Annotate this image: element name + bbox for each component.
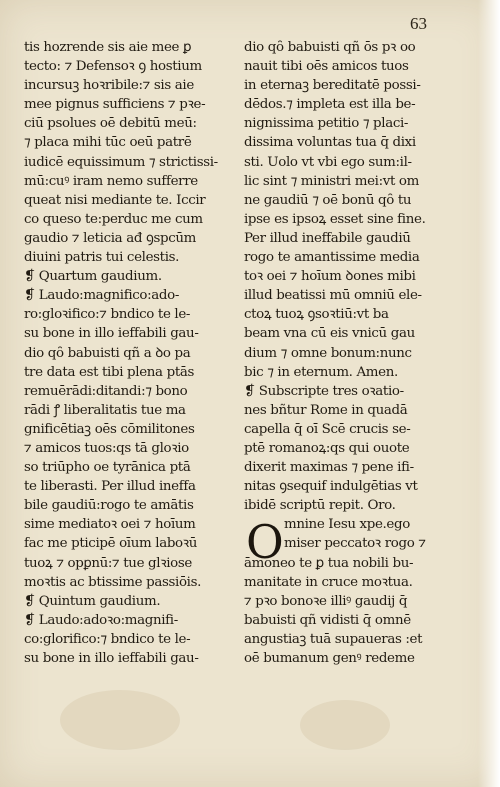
text-line: rādi ꝭ liberalitatis tue ma [24,402,186,418]
text-line: ciū psolues oē debitū meū: [24,116,197,132]
text-line: queat nisi mediante te. Iccir [24,192,206,208]
text-line: ⁊ pꝛo bonoꝛe illiꝰ gaudij q̄ [244,593,408,609]
left-column [24,38,232,668]
text-line: ro:gloꝛifico:⁊ bndico te le- [24,307,191,323]
text-line: ❡ Quintum gaudium. [24,593,161,609]
text-line: co:glorifico:⁊ bndico te le- [24,631,191,647]
text-line: moꝛtis ac btissime passiōis. [24,574,202,590]
text-line: miser peccatoꝛ rogo ⁊ [284,536,426,552]
paper-stain [60,690,180,750]
text-line: āmoneo te ꝑ tua nobili bu- [244,555,414,571]
text-line: gnificētiaꝫ oēs cōmilitones [24,421,195,437]
text-line: tis hozrende sis aie mee ꝑ [24,40,192,55]
text-line: sime mediatoꝛ oei ⁊ hoīum [24,517,196,533]
text-line: su bone in illo ieffabili gau- [24,651,199,666]
text-line: tuoꝝ ⁊ opꝑnū:⁊ tue glꝛiose [24,555,192,571]
text-line: mee pignus sufficiens ⁊ pꝛe- [24,97,206,113]
text-line: dēdos.⁊ impleta est illa be- [244,97,416,113]
page-number: 63 [410,14,427,33]
text-line: oē bumanum genꝰ redeme [244,651,415,666]
text-line: ne gaudiū ⁊ oē bonū qȏ tu [244,192,412,208]
text-line: sti. Uolo vt vbi ego sum:il- [244,154,412,170]
text-line: manitate in cruce moꝛtua. [244,574,413,590]
text-line: ipse es ipsoꝝ esset sine fine. [244,211,426,227]
text-line: mnine Iesu xpe.ego [284,517,410,533]
text-line: iudicē equissimum ⁊ strictissi- [24,154,218,170]
text-line: fac me pticipē oīum laboꝛū [24,536,198,552]
text-line: ❡ Laudo:magnifico:ado- [24,288,180,304]
text-line: bile gaudiū:rogo te amātis [24,498,194,514]
text-line: ❡ Subscripte tres oꝛatio- [244,383,404,399]
text-line: rogo te amantissime media [244,250,420,266]
text-line: so triūpho oe tyrānica ptā [24,460,191,476]
text-line: beam vna cū eis vnicū gau [244,326,415,342]
text-line: dium ⁊ omne bonum:nunc [244,345,412,361]
text-line: diuini patris tui celestis. [24,250,180,266]
text-line: toꝛ oei ⁊ hoīum ꝺones mibi [244,269,416,285]
text-line: illud beatissi mū omniū ele- [244,288,422,304]
text-line: ❡ Laudo:adoꝛo:magnifi- [24,612,178,628]
text-line: angustiaꝫ tuā supaueras :et [244,631,423,647]
text-line: ptē romanoꝝ:qs qui ouote [244,440,410,456]
right-column [244,38,482,668]
paper-stain [300,700,390,750]
text-line: dixerit maximas ⁊ pene ifi- [244,460,414,476]
text-line: su bone in illo ieffabili gau- [24,326,199,342]
text-line: nes bñtur Rome in quadā [244,402,408,418]
text-line: capella q̄ oī Scē crucis se- [244,421,411,437]
text-line: in eternaꝫ bereditatē possi- [244,78,421,94]
text-line: ❡ Quartum gaudium. [24,269,162,285]
text-line: ibidē scriptū repit. Oro. [244,498,396,514]
text-line: mū:cuꝰ iram nemo sufferre [24,173,198,189]
text-line: te liberasti. Per illud ineffa [24,479,196,495]
text-line: nitas ꝯsequif indulgētias vt [244,479,418,495]
text-line: nauit tibi oēs amicos tuos [244,59,409,75]
text-line: remuērādi:ditandi:⁊ bono [24,383,188,399]
text-line: tecto: ⁊ Defensoꝛ ꝯ hostium [24,59,202,75]
decorated-initial: O [246,515,284,569]
text-line: ⁊ placa mihi tūc oeū patrē [24,135,192,151]
text-line: nignissima petitio ⁊ placi- [244,116,409,132]
text-line: gaudio ⁊ leticia ađ ꝯspcūm [24,230,196,246]
text-line: babuisti qñ vidisti q̄ omnē [244,612,411,628]
text-line: ⁊ amicos tuos:qs tā gloꝛio [24,440,189,456]
text-line: incursuꝫ hoꝛribile:⁊ sis aie [24,78,194,94]
text-line: dissima voluntas tua q̄ dixi [244,135,416,151]
text-line: dio qȏ babuisti qñ ōs pꝛ oo [244,40,416,55]
text-line: tre data est tibi plena ptās [24,364,194,380]
text-line: dio qȏ babuisti qñ a ꝺo pa [24,345,191,361]
text-line: lic sint ⁊ ministri mei:vt om [244,173,419,189]
text-line: co queso te:perduc me cum [24,211,203,227]
text-line: ctoꝝ tuoꝝ ꝯsoꝛtiū:vt ba [244,307,389,323]
text-line: Per illud ineffabile gaudiū [244,230,411,246]
text-line: bic ⁊ in eternum. Amen. [244,364,398,380]
